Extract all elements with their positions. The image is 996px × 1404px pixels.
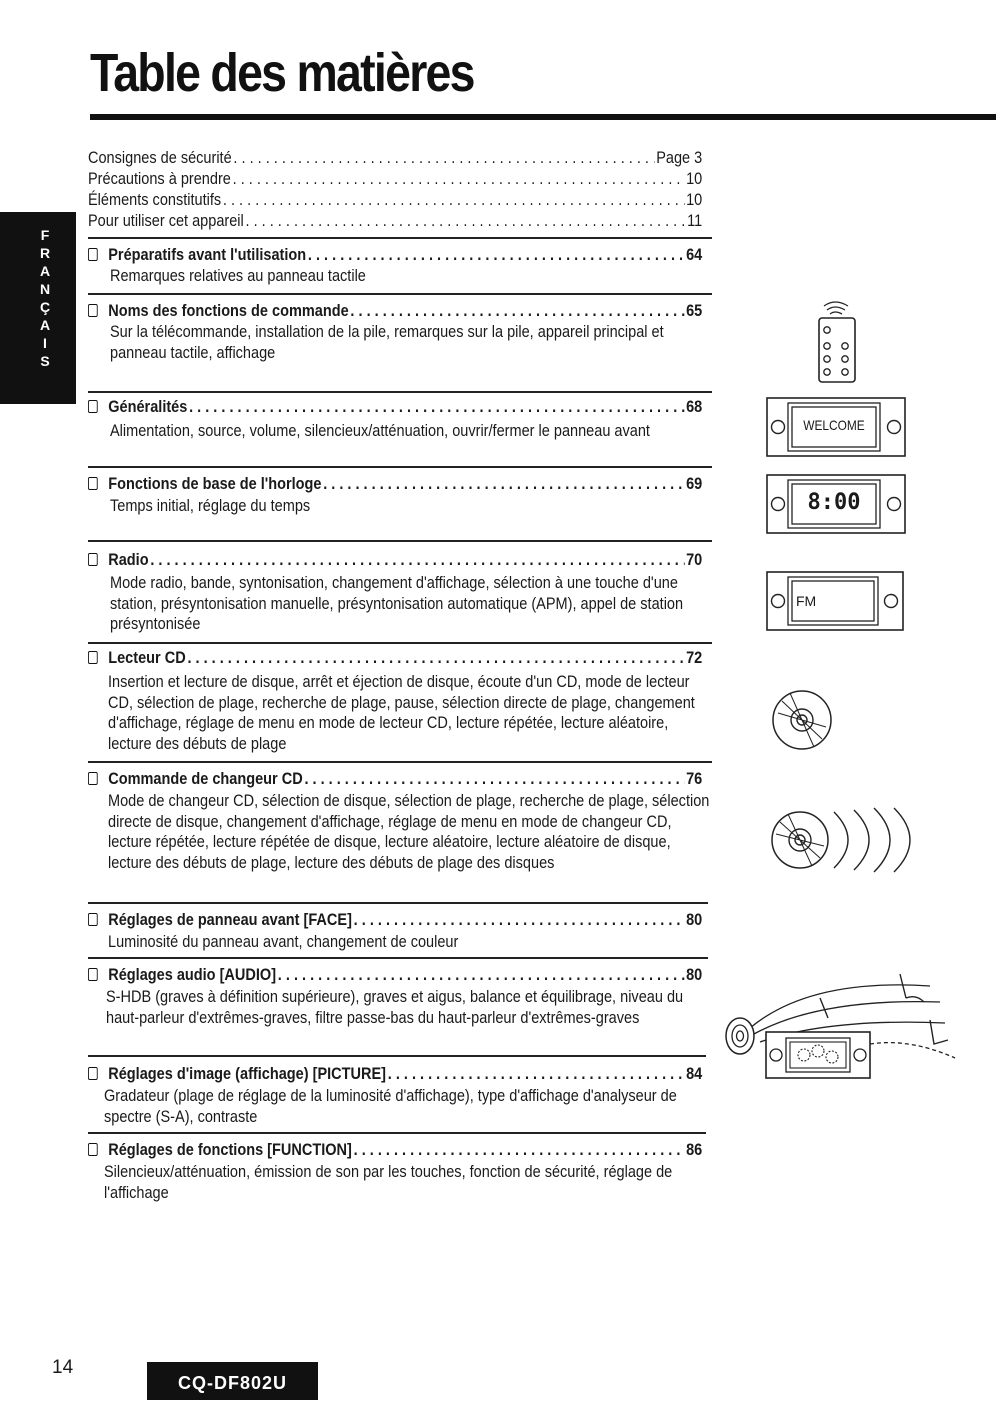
toc-section-page: 80	[686, 911, 703, 929]
radio-display-panel	[766, 571, 906, 633]
toc-section-description: Mode de changeur CD, sélection de disque, sélection de plage, recherche de plage, sélection directe de disque, changement d'affichage, réglage de menu en mode de changeur CD, lecture répétée, lecture répétée de disque, lecture aléatoire, lecture aléatoire de disque, lecture des débuts de plage, lecture des débuts de plage des disques	[108, 792, 710, 872]
section-divider	[88, 642, 712, 644]
checkbox-bullet-icon	[88, 772, 98, 785]
toc-section-page: 76	[686, 770, 703, 788]
toc-section-page: 72	[686, 649, 703, 667]
toc-section-page: 86	[686, 1141, 703, 1159]
toc-entry-page: 10	[686, 170, 703, 188]
toc-section-description: Temps initial, réglage du temps	[110, 497, 311, 515]
checkbox-bullet-icon	[88, 651, 98, 664]
toc-section-page: 65	[686, 302, 703, 320]
cd-disc-icon	[766, 689, 838, 751]
section-divider	[88, 237, 712, 239]
front-panel-outline-icon	[766, 571, 906, 633]
section-divider	[88, 540, 712, 542]
side-tab-letter: Ç	[39, 299, 51, 315]
section-divider	[88, 957, 708, 959]
toc-section-heading[interactable]	[88, 1064, 702, 1085]
section-divider	[88, 466, 712, 468]
toc-section-page: 80	[686, 966, 703, 984]
toc-section-heading[interactable]	[88, 301, 702, 322]
toc-section-title: Commande de changeur CD	[108, 770, 303, 788]
toc-entry-label: Éléments constitutifs	[88, 191, 222, 209]
cd-changer-discs-icon	[764, 800, 936, 880]
language-side-tab	[0, 212, 76, 404]
toc-entry[interactable]	[88, 148, 702, 169]
side-tab-letter: N	[39, 281, 51, 297]
toc-section-page: 64	[686, 246, 703, 264]
remote-control-icon	[810, 296, 860, 388]
toc-section-page: 69	[686, 475, 703, 493]
toc-section-description: Remarques relatives au panneau tactile	[110, 267, 366, 285]
toc-section-description: Mode radio, bande, syntonisation, changement d'affichage, sélection à une touche d'une station, présyntonisation manuelle, présyntonisation automatique (APM), appel de station présyntonisée	[110, 574, 684, 633]
side-tab-letter: R	[39, 245, 51, 261]
toc-section-title: Généralités	[108, 398, 188, 416]
page-title: Table des matières	[90, 43, 474, 103]
toc-entry[interactable]	[88, 190, 702, 211]
side-tab-letter: F	[40, 227, 50, 243]
toc-section-description: Gradateur (plage de réglage de la luminosité d'affichage), type d'affichage d'analyseur de spectre (S-A), contraste	[104, 1087, 677, 1126]
toc-section-description: Sur la télécommande, installation de la pile, remarques sur la pile, appareil principal et panneau tactile, affichage	[110, 323, 664, 362]
toc-section-description: Alimentation, source, volume, silencieux/atténuation, ouvrir/fermer le panneau avant	[110, 422, 650, 440]
section-divider	[88, 902, 708, 904]
toc-section-title: Réglages de panneau avant [FACE]	[108, 911, 352, 929]
section-divider	[88, 1055, 706, 1057]
checkbox-bullet-icon	[88, 553, 98, 566]
toc-section-heading[interactable]	[88, 550, 702, 571]
toc-section-page: 84	[686, 1065, 703, 1083]
audio-music-speaker-icon	[720, 968, 960, 1083]
toc-entry-page: Page 3	[656, 149, 703, 167]
clock-display-panel	[766, 474, 906, 536]
toc-section-description: Insertion et lecture de disque, arrêt et éjection de disque, écoute d'un CD, mode de lecteur CD, sélection de plage, recherche de plage, pause, sélection directe de plage, changement d'affichage, réglage de menu en mode de lecteur CD, lecture répétée, lecture aléatoire, lecture des débuts de plage	[108, 673, 695, 753]
section-divider	[88, 761, 712, 763]
toc-section-heading[interactable]	[88, 648, 702, 669]
toc-section-title: Noms des fonctions de commande	[108, 302, 349, 320]
toc-section-title: Réglages audio [AUDIO]	[108, 966, 277, 984]
checkbox-bullet-icon	[88, 248, 98, 261]
toc-section-heading[interactable]	[88, 769, 702, 790]
page-number: 14	[52, 1357, 74, 1378]
toc-section-title: Réglages de fonctions [FUNCTION]	[108, 1141, 352, 1159]
model-badge: CQ-DF802U	[147, 1362, 318, 1400]
toc-entry-label: Précautions à prendre	[88, 170, 231, 188]
toc-section-description: Silencieux/atténuation, émission de son par les touches, fonction de sécurité, réglage de l'affichage	[104, 1163, 673, 1202]
title-rule	[90, 114, 996, 120]
toc-entry[interactable]	[88, 211, 702, 232]
checkbox-bullet-icon	[88, 477, 98, 490]
toc-section-title: Préparatifs avant l'utilisation	[108, 246, 307, 264]
toc-section-description: S-HDB (graves à définition supérieure), graves et aigus, balance et équilibrage, niveau du haut-parleur d'extrêmes-graves, filtre passe-bas du haut-parleur d'extrêmes-graves	[106, 988, 684, 1027]
side-tab-letter: A	[39, 317, 51, 333]
section-divider	[88, 293, 712, 295]
toc-entry-label: Consignes de sécurité	[88, 149, 232, 167]
side-tab-letter: A	[39, 263, 51, 279]
clock-display-text: 8:00	[807, 490, 861, 515]
toc-section-heading[interactable]	[88, 1140, 702, 1161]
toc-entry-page: 11	[687, 212, 703, 230]
checkbox-bullet-icon	[88, 968, 98, 981]
welcome-display-panel	[766, 397, 906, 459]
toc-entry[interactable]	[88, 169, 702, 190]
toc-section-heading[interactable]	[88, 474, 702, 495]
toc-entry-label: Pour utiliser cet appareil	[88, 212, 244, 230]
section-divider	[88, 391, 712, 393]
side-tab-letter: I	[43, 335, 47, 351]
toc-section-heading[interactable]	[88, 965, 702, 986]
side-tab-letter: S	[40, 353, 50, 369]
toc-section-page: 70	[686, 551, 703, 569]
toc-section-title: Radio	[108, 551, 149, 569]
checkbox-bullet-icon	[88, 913, 98, 926]
toc-section-heading[interactable]	[88, 397, 702, 418]
toc-entry-page: 10	[686, 191, 703, 209]
checkbox-bullet-icon	[88, 1067, 98, 1080]
checkbox-bullet-icon	[88, 1143, 98, 1156]
checkbox-bullet-icon	[88, 400, 98, 413]
section-divider	[88, 1132, 706, 1134]
toc-section-heading[interactable]	[88, 245, 702, 266]
checkbox-bullet-icon	[88, 304, 98, 317]
toc-section-description: Luminosité du panneau avant, changement de couleur	[108, 933, 459, 951]
radio-display-text: FM	[796, 593, 817, 609]
welcome-display-text: WELCOME	[803, 417, 865, 433]
toc-section-title: Lecteur CD	[108, 649, 186, 667]
toc-section-page: 68	[686, 398, 703, 416]
toc-section-title: Fonctions de base de l'horloge	[108, 475, 322, 493]
toc-section-heading[interactable]	[88, 910, 702, 931]
toc-section-title: Réglages d'image (affichage) [PICTURE]	[108, 1065, 387, 1083]
